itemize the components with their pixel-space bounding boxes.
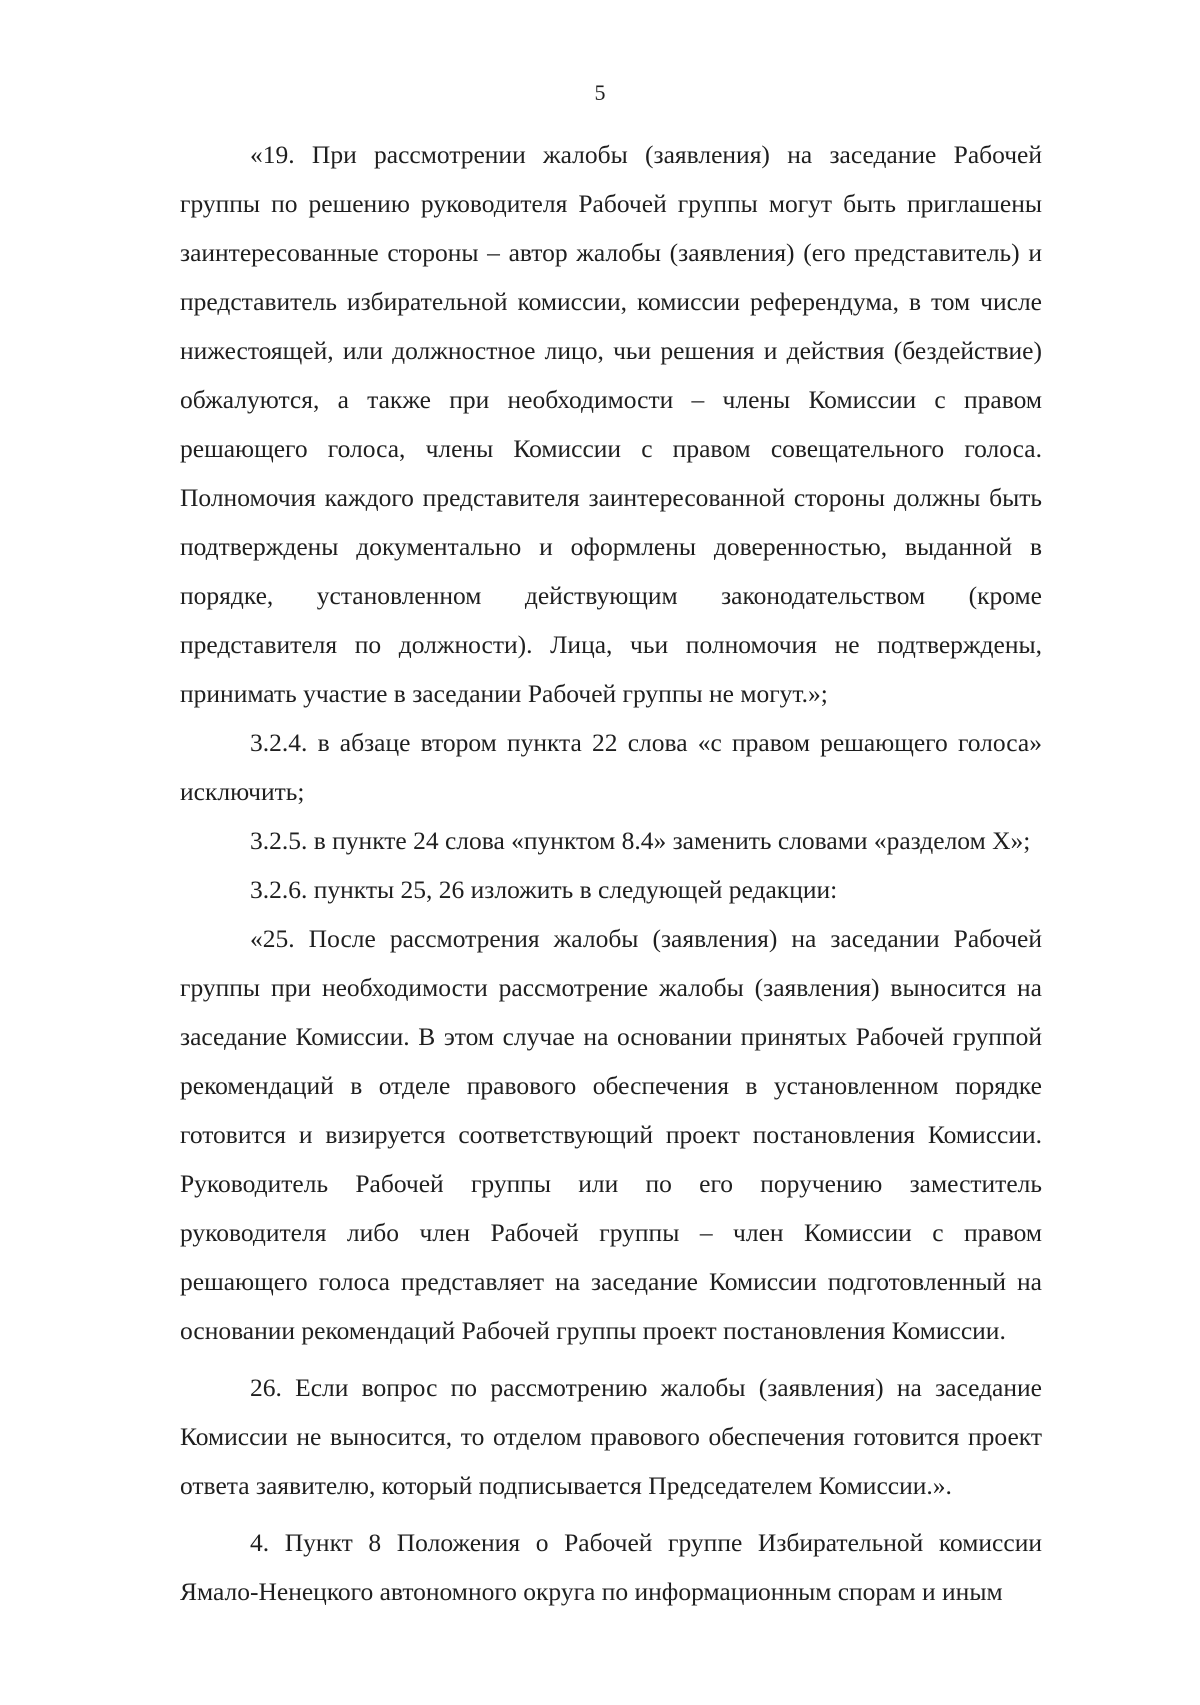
document-body	[180, 130, 1042, 1616]
paragraph-item-25: «25. После рассмотрения жалобы (заявления) на заседании Рабочей группы при необходимости рассмотрение жалобы (заявления) выносится на заседание Комиссии. В этом случае на основании принятых Рабочей группой рекомендаций в отделе правового обеспечения в установленном порядке готовится и визируется соответствующий проект постановления Комиссии. Руководитель Рабочей группы или по его поручению заместитель руководителя либо член Рабочей группы – член Комиссии с правом решающего голоса представляет на заседание Комиссии подготовленный на основании рекомендаций Рабочей группы проект постановления Комиссии.	[180, 924, 1042, 1345]
page-number: 5	[594, 80, 606, 105]
paragraph-3-2-6: 3.2.6. пункты 25, 26 изложить в следующей редакции:	[250, 875, 838, 904]
paragraph-item-26: 26. Если вопрос по рассмотрению жалобы (заявления) на заседание Комиссии не выносится, то отделом правового обеспечения готовится проект ответа заявителю, который подписывается Председателем Комиссии.».	[180, 1373, 1042, 1500]
paragraph-3-2-5: 3.2.5. в пункте 24 слова «пунктом 8.4» заменить словами «разделом Х»;	[250, 826, 1031, 855]
paragraph-3-2-4: 3.2.4. в абзаце втором пункта 22 слова «с правом решающего голоса» исключить;	[180, 728, 1042, 806]
paragraph-item-19: «19. При рассмотрении жалобы (заявления) на заседание Рабочей группы по решению руководителя Рабочей группы могут быть приглашены заинтересованные стороны – автор жалобы (заявления) (его представитель) и представитель избирательной комиссии, комиссии референдума, в том числе нижестоящей, или должностное лицо, чьи решения и действия (бездействие) обжалуются, а также при необходимости – члены Комиссии с правом решающего голоса, члены Комиссии с правом совещательного голоса. Полномочия каждого представителя заинтересованной стороны должны быть подтверждены документально и оформлены доверенностью, выданной в порядке, установленном действующим законодательством (кроме представителя по должности). Лица, чьи полномочия не подтверждены, принимать участие в заседании Рабочей группы не могут.»;	[180, 140, 1042, 708]
paragraph-4: 4. Пункт 8 Положения о Рабочей группе Избирательной комиссии Ямало-Ненецкого автономного округа по информационным спорам и иным	[180, 1528, 1042, 1606]
